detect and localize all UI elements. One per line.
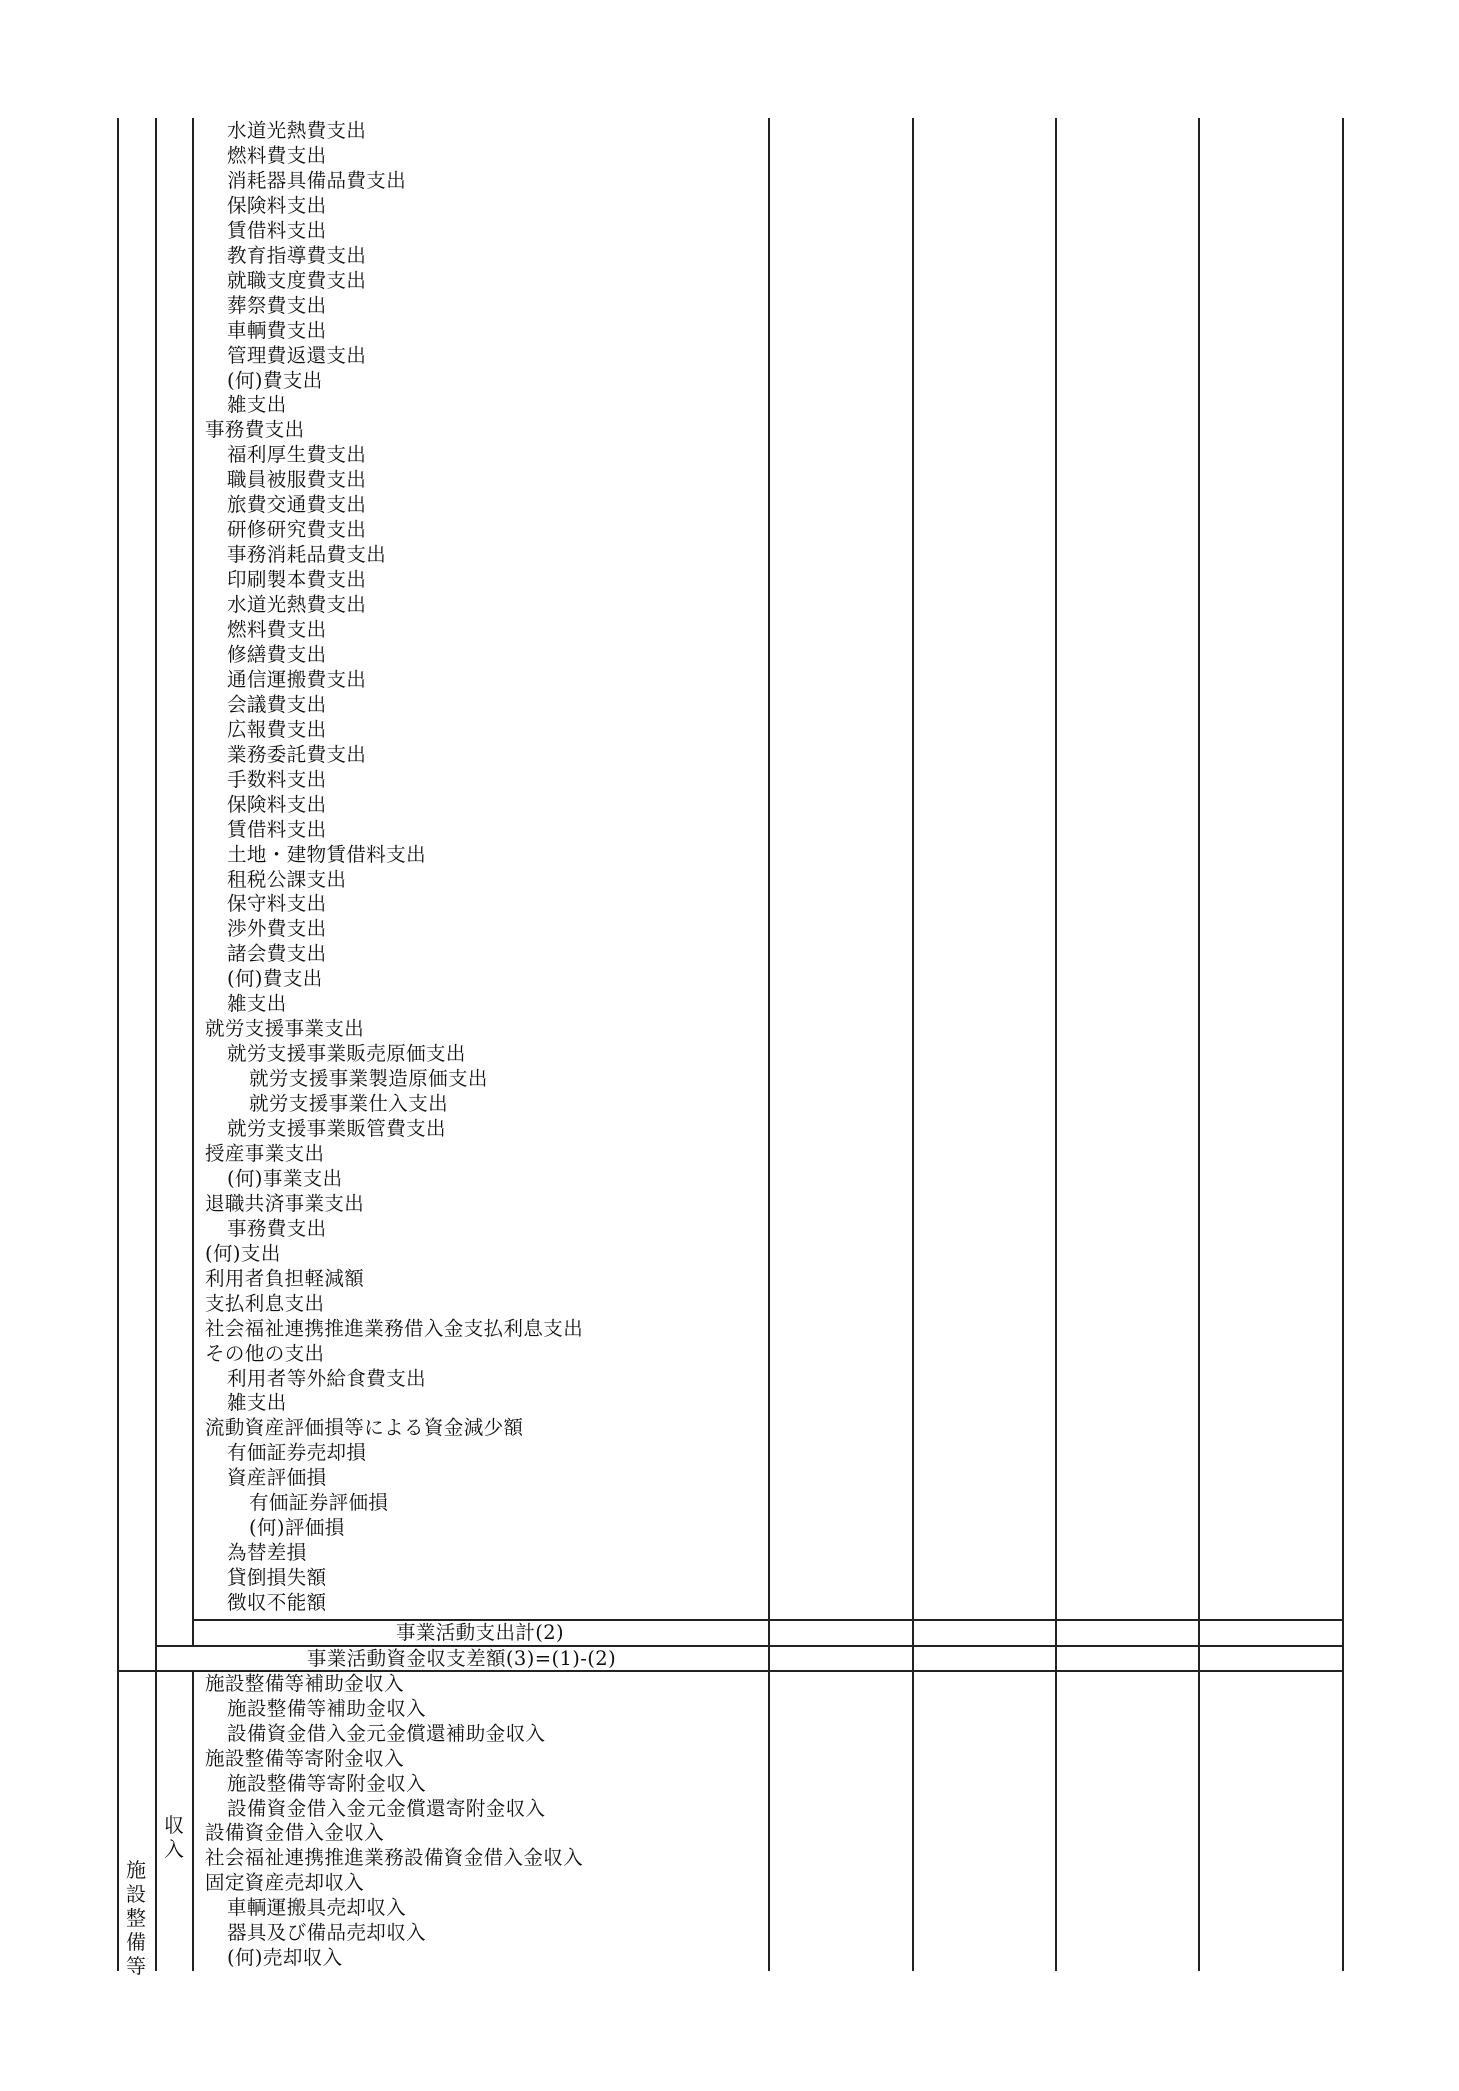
account-item: 固定資産売却収入 — [205, 1871, 365, 1895]
account-item: 設備資金借入金収入 — [205, 1821, 385, 1845]
account-item: 消耗器具備品費支出 — [227, 168, 407, 192]
account-item: 管理費返還支出 — [227, 343, 367, 367]
account-item: 利用者等外給食費支出 — [227, 1366, 427, 1390]
account-item: 雑支出 — [227, 992, 287, 1016]
account-item: 貸倒損失額 — [227, 1566, 327, 1590]
account-item: 施設整備等補助金収入 — [227, 1696, 427, 1720]
account-item: 資産評価損 — [227, 1466, 327, 1490]
account-item: 設備資金借入金元金償還寄附金収入 — [227, 1796, 546, 1820]
balance-label: 事業活動資金収支差額(3)=(1)-(2) — [306, 1647, 617, 1670]
account-item: 広報費支出 — [227, 717, 327, 741]
account-item: 徴収不能額 — [227, 1591, 327, 1615]
grid-line-col2-bottom — [192, 1671, 194, 1971]
account-item: 印刷製本費支出 — [227, 568, 367, 592]
account-item: 設備資金借入金元金償還補助金収入 — [227, 1721, 546, 1745]
account-item: 諸会費支出 — [227, 942, 327, 966]
account-item: 保険料支出 — [227, 193, 327, 217]
account-item: 燃料費支出 — [227, 618, 327, 641]
account-item: 保守料支出 — [227, 892, 327, 916]
grid-line-right — [1342, 118, 1344, 1971]
account-item: 施設整備等寄附金収入 — [227, 1771, 427, 1795]
grid-line-amount-3 — [1055, 118, 1057, 1971]
account-item: 職員被服費支出 — [227, 468, 367, 492]
account-item: 為替差損 — [227, 1541, 307, 1565]
account-item: 就職支度費支出 — [227, 268, 367, 292]
account-item: 就労支援事業販管費支出 — [227, 1117, 446, 1140]
grid-line-amount-1 — [768, 118, 770, 1971]
account-item: 会議費支出 — [227, 692, 327, 716]
account-item: 就労支援事業販売原価支出 — [227, 1042, 466, 1066]
account-item: (何)支出 — [205, 1241, 281, 1265]
account-item: 有価証券売却損 — [227, 1441, 367, 1465]
grid-line-left — [117, 118, 119, 1971]
grid-line-amount-2 — [912, 118, 914, 1971]
total-expenses-label: 事業活動支出計(2) — [395, 1621, 565, 1644]
account-item: 事務費支出 — [227, 1216, 327, 1240]
account-item: 社会福祉連携推進業務借入金支払利息支出 — [205, 1316, 584, 1340]
account-item: 葬祭費支出 — [227, 293, 327, 317]
account-item: (何)売却収入 — [227, 1945, 343, 1969]
grid-line-amount-4 — [1198, 118, 1200, 1971]
account-item: (何)評価損 — [249, 1516, 345, 1540]
account-item: 車輌運搬具売却収入 — [227, 1896, 407, 1920]
account-item: (何)事業支出 — [227, 1166, 343, 1190]
grid-line-col2-top — [192, 118, 194, 1646]
account-item: 燃料費支出 — [227, 143, 327, 167]
account-item: 賃借料支出 — [227, 817, 327, 841]
account-item: 社会福祉連携推進業務設備資金借入金収入 — [205, 1846, 584, 1870]
account-item: 有価証券評価損 — [249, 1491, 389, 1515]
facility-section-label: 施設整備等 — [126, 1858, 146, 1978]
account-item: 車輌費支出 — [227, 318, 327, 342]
account-item: 土地・建物賃借料支出 — [227, 842, 427, 866]
account-item: 賃借料支出 — [227, 218, 327, 242]
account-item: (何)費支出 — [227, 368, 323, 392]
account-item: 雑支出 — [227, 393, 287, 417]
account-item: 流動資産評価損等による資金減少額 — [205, 1416, 524, 1440]
account-item: 雑支出 — [227, 1391, 287, 1415]
account-item: 教育指導費支出 — [227, 243, 367, 267]
account-item: 事務消耗品費支出 — [227, 543, 387, 567]
account-item: 水道光熱費支出 — [227, 593, 367, 617]
account-item: 授産事業支出 — [205, 1141, 325, 1165]
account-item: 旅費交通費支出 — [227, 493, 367, 517]
account-item: その他の支出 — [205, 1341, 325, 1365]
account-item: 水道光熱費支出 — [227, 119, 367, 142]
account-item: 事務費支出 — [205, 418, 305, 442]
account-item: 福利厚生費支出 — [227, 443, 367, 467]
account-item: 支払利息支出 — [205, 1291, 325, 1315]
account-item: 利用者負担軽減額 — [205, 1266, 365, 1290]
income-label: 収入 — [164, 1813, 184, 1861]
account-item: 業務委託費支出 — [227, 742, 367, 766]
account-item: 施設整備等寄附金収入 — [205, 1746, 405, 1770]
account-item: 研修研究費支出 — [227, 518, 367, 542]
account-item: 修繕費支出 — [227, 642, 327, 666]
account-item: 手数料支出 — [227, 767, 327, 791]
account-item: 通信運搬費支出 — [227, 667, 367, 691]
account-item: 就労支援事業製造原価支出 — [249, 1067, 488, 1091]
account-item: 就労支援事業仕入支出 — [249, 1092, 449, 1116]
account-item: 就労支援事業支出 — [205, 1017, 365, 1041]
account-item: 退職共済事業支出 — [205, 1191, 365, 1215]
account-item: 保険料支出 — [227, 792, 327, 816]
account-item: 器具及び備品売却収入 — [227, 1921, 427, 1944]
account-item: 租税公課支出 — [227, 867, 347, 891]
account-item: 渉外費支出 — [227, 917, 327, 941]
grid-line-col1 — [155, 118, 157, 1971]
account-item: (何)費支出 — [227, 967, 323, 991]
account-item: 施設整備等補助金収入 — [205, 1672, 405, 1695]
